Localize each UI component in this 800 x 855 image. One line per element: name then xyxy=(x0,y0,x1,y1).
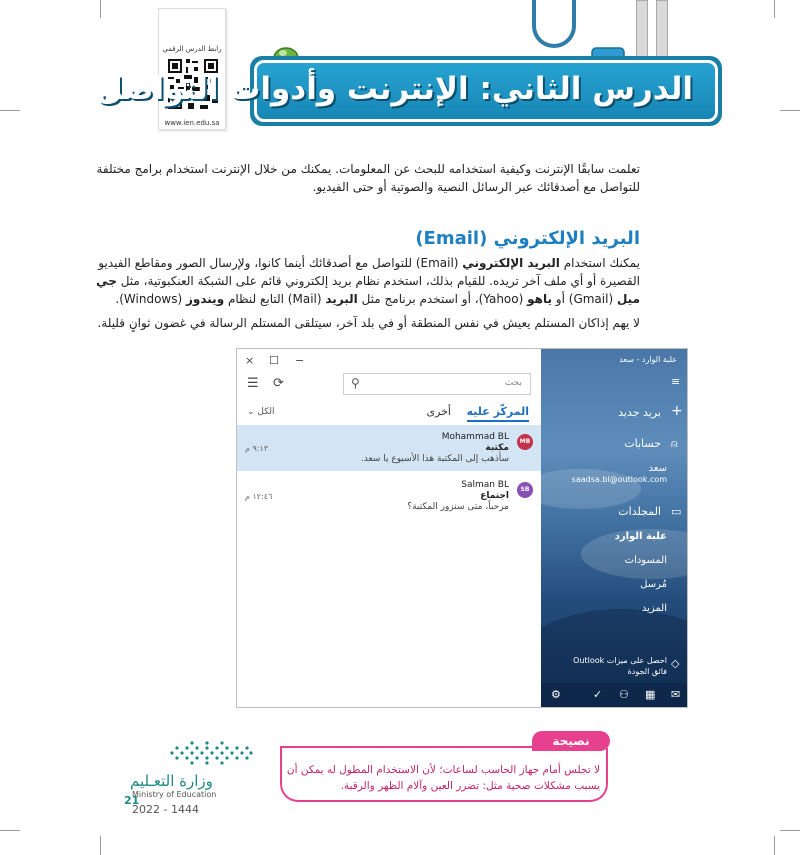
tab-other[interactable]: أخرى xyxy=(426,405,451,418)
crop-mark xyxy=(774,836,775,855)
message-sender: Mohammad BL xyxy=(441,432,509,442)
crop-mark xyxy=(780,110,800,111)
folder-sent[interactable]: مُرسل xyxy=(640,579,667,590)
crop-mark xyxy=(780,830,800,831)
menu-icon[interactable]: ≡ xyxy=(671,375,681,388)
select-list-icon[interactable]: ☰ xyxy=(247,376,259,391)
banner-post xyxy=(636,0,648,58)
filter-dropdown[interactable] xyxy=(247,407,274,417)
message-subject: مكتبة xyxy=(485,443,509,453)
settings-icon[interactable]: ⚙ xyxy=(551,688,561,701)
message-time: ١٢:٤٦ م xyxy=(245,492,273,501)
mail-icon[interactable]: ✉ xyxy=(671,688,681,701)
avatar: SB xyxy=(517,482,533,498)
qr-code-card[interactable] xyxy=(158,8,226,130)
intro-paragraph: تعلمت سابقًا الإنترنت وكيفية استخدامه للبحث عن المعلومات. يمكنك من خلال الإنترنت استخدام برامج مختلفة للتواصل مع أصدقائك عبر الرسائل النصية والصوتية أو حتى الفيديو. xyxy=(96,162,640,194)
message-row[interactable] xyxy=(237,473,541,519)
minimize-icon[interactable]: − xyxy=(295,354,305,367)
plus-icon[interactable]: + xyxy=(671,403,683,419)
filter-label: الكل xyxy=(257,407,275,417)
search-icon[interactable]: ⚲ xyxy=(351,376,360,390)
folder-drafts[interactable]: المسودات xyxy=(624,555,667,566)
email-paragraph-2: لا يهم إذاكان المستلم يعيش في نفس المنطقة أو في بلد آخر، سيتلقى المستلم الرسالة في غضون ثوانٍ قليلة. xyxy=(97,316,640,330)
folder-icon[interactable]: ▭ xyxy=(671,505,682,518)
message-subject: اجتماع xyxy=(480,491,509,501)
message-time: ٩:١٣ م xyxy=(245,444,269,453)
message-row[interactable] xyxy=(237,425,541,471)
account-name[interactable]: سعد xyxy=(648,463,667,474)
ministry-name-ar: وزارة التعـليم xyxy=(130,772,213,790)
person-icon[interactable]: ⍝ xyxy=(671,437,678,450)
crop-mark xyxy=(0,830,20,831)
email-paragraph: يمكنك استخدام البريد الإلكتروني (Email) للتواصل مع أصدقائك أينما كانوا، ولإرسال الصور ومقاطع الفيديو القصيرة أو أي ملف آخر تريده. للقيام بذلك، استخدم نظام بريد إلكتروني قائم على الشبكة العنكبوتية، مثل جي ميل (Gmail) أو ياهو (Yahoo)، أو استخدم برنامج مثل البريد (Mail) التابع لنظام ويندوز (Windows). xyxy=(96,256,640,306)
email-heading: البريد الإلكتروني (Email) xyxy=(415,228,640,249)
qr-url[interactable]: www.ien.edu.sa xyxy=(164,119,220,127)
crop-mark xyxy=(774,0,775,18)
chevron-down-icon: ⌄ xyxy=(247,407,255,417)
message-preview: سأذهب إلى المكتبة هذا الأسبوع يا سعد. xyxy=(360,454,509,464)
banner-cable xyxy=(532,0,576,48)
crop-mark xyxy=(0,110,20,111)
qr-label: رابط الدرس الرقمي xyxy=(162,45,222,53)
sync-icon[interactable]: ⟳ xyxy=(273,376,284,391)
search-input[interactable] xyxy=(343,373,531,395)
message-list-pane xyxy=(237,349,541,707)
search-placeholder: بحث xyxy=(504,378,522,388)
page-number: 21 xyxy=(124,794,140,807)
account-email[interactable]: saadsa.bl@outlook.com xyxy=(571,475,667,484)
message-preview: مرحباً، متى سنزور المكتبة؟ xyxy=(407,502,509,512)
accounts-heading[interactable]: حسابات xyxy=(624,437,661,450)
navigation-sidebar xyxy=(541,349,688,707)
folders-heading[interactable]: المجلدات xyxy=(618,505,661,518)
outlook-promo[interactable]: احصل على ميزات Outlook فائق الجودة xyxy=(573,656,667,676)
tip-text: لا تجلس أمام جهاز الحاسب لساعات؛ لأن الاستخدام المطول له يمكن أن يسبب مشكلات صحية مثل: تضرر العين وآلام الظهر والرقبة. xyxy=(286,764,600,792)
todo-icon[interactable]: ✓ xyxy=(593,688,603,701)
close-icon[interactable]: × xyxy=(245,354,255,367)
lesson-banner xyxy=(95,60,718,122)
people-icon[interactable]: ⚇ xyxy=(619,688,629,701)
avatar: MB xyxy=(517,434,533,450)
ministry-name-en: Ministry of Education xyxy=(132,790,217,799)
crop-mark xyxy=(100,836,101,855)
school-year: 2022 - 1444 xyxy=(132,803,199,816)
mail-app-window xyxy=(236,348,688,708)
tip-label: نصيحة xyxy=(532,731,610,751)
sidebar-bottom-bar xyxy=(541,683,688,707)
folder-inbox[interactable]: علبة الوارد xyxy=(614,531,667,542)
crop-mark xyxy=(100,0,101,18)
message-sender: Salman BL xyxy=(461,480,509,490)
tab-focused[interactable]: المركّز عليه xyxy=(467,405,529,422)
lesson-title: الدرس الثاني: الإنترنت وأدوات التواصل xyxy=(95,71,693,107)
ministry-logo-icon xyxy=(168,740,254,766)
new-mail-button[interactable]: بريد جديد xyxy=(618,406,661,419)
diamond-icon: ◇ xyxy=(671,657,680,670)
maximize-icon[interactable]: ☐ xyxy=(269,354,279,367)
inbox-caption: علبة الوارد - سعد xyxy=(619,355,677,364)
calendar-icon[interactable]: ▦ xyxy=(645,688,656,701)
banner-post xyxy=(656,0,668,58)
folder-more[interactable]: المزيد xyxy=(641,603,667,614)
